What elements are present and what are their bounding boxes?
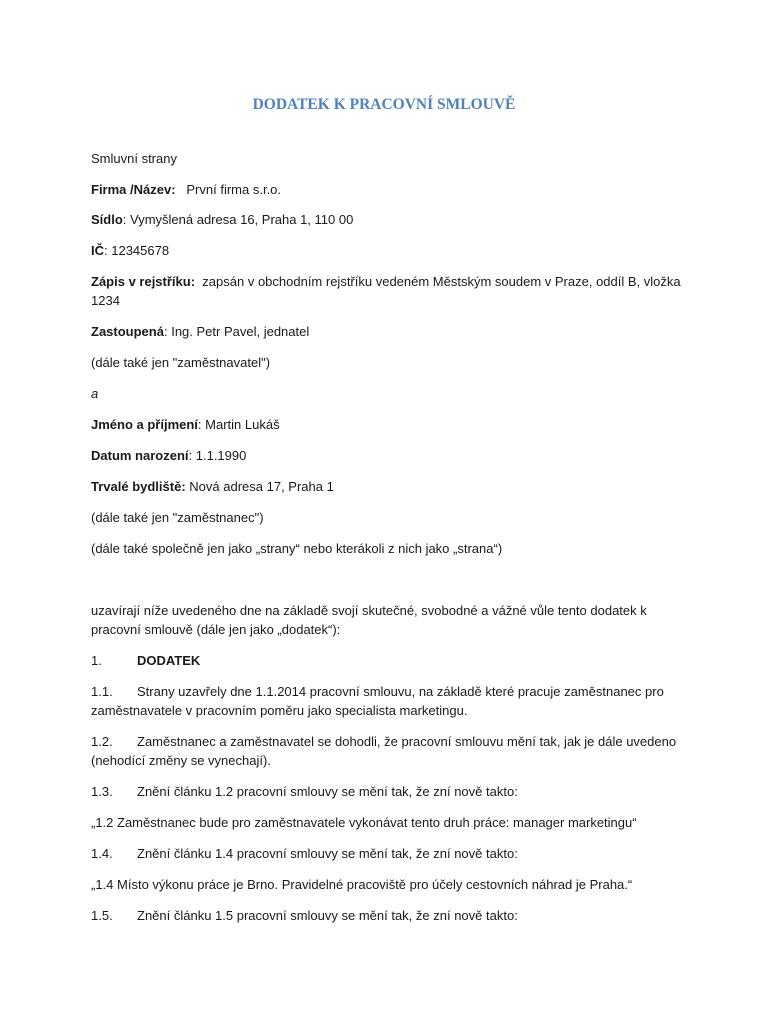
clause-number: 1.1. bbox=[91, 684, 113, 699]
clause-1-2-cont: (nehodící změny se vynechají). bbox=[91, 753, 271, 768]
clause-text: Strany uzavřely dne 1.1.2014 pracovní smlouvu, na základě které pracuje zaměstnanec pro bbox=[137, 684, 664, 699]
clause-1-2 bbox=[91, 732, 681, 751]
employee-dob-value: 1.1.1990 bbox=[195, 448, 247, 463]
clause-number: 1.4. bbox=[91, 846, 113, 861]
employer-seat-value: Vymyšlená adresa 16, Praha 1, 110 00 bbox=[130, 212, 354, 227]
clause-quote-1-4: „1.4 Místo výkonu práce je Brno. Pravidelné pracoviště pro účely cestovních náhrad je Praha.“ bbox=[91, 877, 633, 892]
clause-1-1 bbox=[91, 682, 681, 701]
document-title: DODATEK K PRACOVNÍ SMLOUVĚ bbox=[252, 96, 516, 113]
employer-name-value: První firma s.r.o. bbox=[186, 182, 282, 197]
employer-rep-row: Zastoupená: Ing. Petr Pavel, jednatel bbox=[91, 324, 310, 339]
employer-register-value-1: zapsán v obchodním rejstříku vedeném Městským soudem v Praze, oddíl B, vložka bbox=[202, 274, 681, 289]
clause-number: 1.2. bbox=[91, 734, 113, 749]
employer-register-value-2: 1234 bbox=[91, 293, 120, 308]
employer-ic-label: IČ bbox=[91, 243, 104, 258]
employee-dob-row: Datum narození: 1.1.1990 bbox=[91, 448, 247, 463]
clause-text: Zaměstnanec a zaměstnavatel se dohodli, že pracovní smlouvu mění tak, jak je dále uvedeno bbox=[137, 734, 677, 749]
employer-register-label: Zápis v rejstříku bbox=[91, 274, 191, 289]
employer-name-row: Firma /Název: První firma s.r.o. bbox=[91, 182, 282, 197]
section-heading bbox=[91, 651, 681, 670]
clause-1-5 bbox=[91, 906, 681, 925]
clause-text: Znění článku 1.4 pracovní smlouvy se mění tak, že zní nově takto: bbox=[137, 846, 518, 861]
employee-name-value: Martin Lukáš bbox=[205, 417, 280, 432]
clause-text: Znění článku 1.2 pracovní smlouvy se mění tak, že zní nově takto: bbox=[137, 784, 518, 799]
clause-quote-1-2: „1.2 Zaměstnanec bude pro zaměstnavatele vykonávat tento druh práce: manager marketingu“ bbox=[91, 815, 637, 830]
and-word: a bbox=[91, 386, 99, 401]
clause-1-1-cont: zaměstnavatele v pracovním poměru jako specialista marketingu. bbox=[91, 703, 468, 718]
employee-address-row: Trvalé bydliště: Nová adresa 17, Praha 1 bbox=[91, 479, 334, 494]
employer-seat-row: Sídlo: Vymyšlená adresa 16, Praha 1, 110 00 bbox=[91, 212, 354, 227]
employee-address-value: Nová adresa 17, Praha 1 bbox=[189, 479, 334, 494]
employer-rep-label: Zastoupená bbox=[91, 324, 164, 339]
employee-name-label: Jméno a příjmení bbox=[91, 417, 198, 432]
section-number: 1. bbox=[91, 653, 102, 668]
section-title: DODATEK bbox=[137, 653, 201, 668]
employer-alias: (dále také jen "zaměstnavatel") bbox=[91, 355, 271, 370]
clause-1-4 bbox=[91, 844, 681, 863]
employee-name-row: Jméno a příjmení: Martin Lukáš bbox=[91, 417, 280, 432]
employee-dob-label: Datum narození bbox=[91, 448, 189, 463]
parties-alias: (dále také společně jen jako „strany“ nebo kterákoli z nich jako „strana“) bbox=[91, 541, 503, 556]
employer-name-label: Firma /Název bbox=[91, 182, 172, 197]
employer-ic-value: 12345678 bbox=[111, 243, 170, 258]
intro-line-2: pracovní smlouvě (dále jen jako „dodatek“): bbox=[91, 622, 341, 637]
employer-register-row: Zápis v rejstříku: zapsán v obchodním rejstříku vedeném Městským soudem v Praze, oddíl B, vložka bbox=[91, 274, 681, 289]
clause-number: 1.3. bbox=[91, 784, 113, 799]
employer-seat-label: Sídlo bbox=[91, 212, 123, 227]
employer-ic-row: IČ: 12345678 bbox=[91, 243, 170, 258]
parties-heading: Smluvní strany bbox=[91, 151, 177, 166]
employee-alias: (dále také jen "zaměstnanec") bbox=[91, 510, 264, 525]
clause-1-3 bbox=[91, 782, 681, 801]
clause-text: Znění článku 1.5 pracovní smlouvy se mění tak, že zní nově takto: bbox=[137, 908, 518, 923]
employer-rep-value: Ing. Petr Pavel, jednatel bbox=[171, 324, 310, 339]
employee-address-label: Trvalé bydliště bbox=[91, 479, 182, 494]
intro-line-1: uzavírají níže uvedeného dne na základě svojí skutečné, svobodné a vážné vůle tento dodatek k bbox=[91, 603, 647, 618]
clause-number: 1.5. bbox=[91, 908, 113, 923]
